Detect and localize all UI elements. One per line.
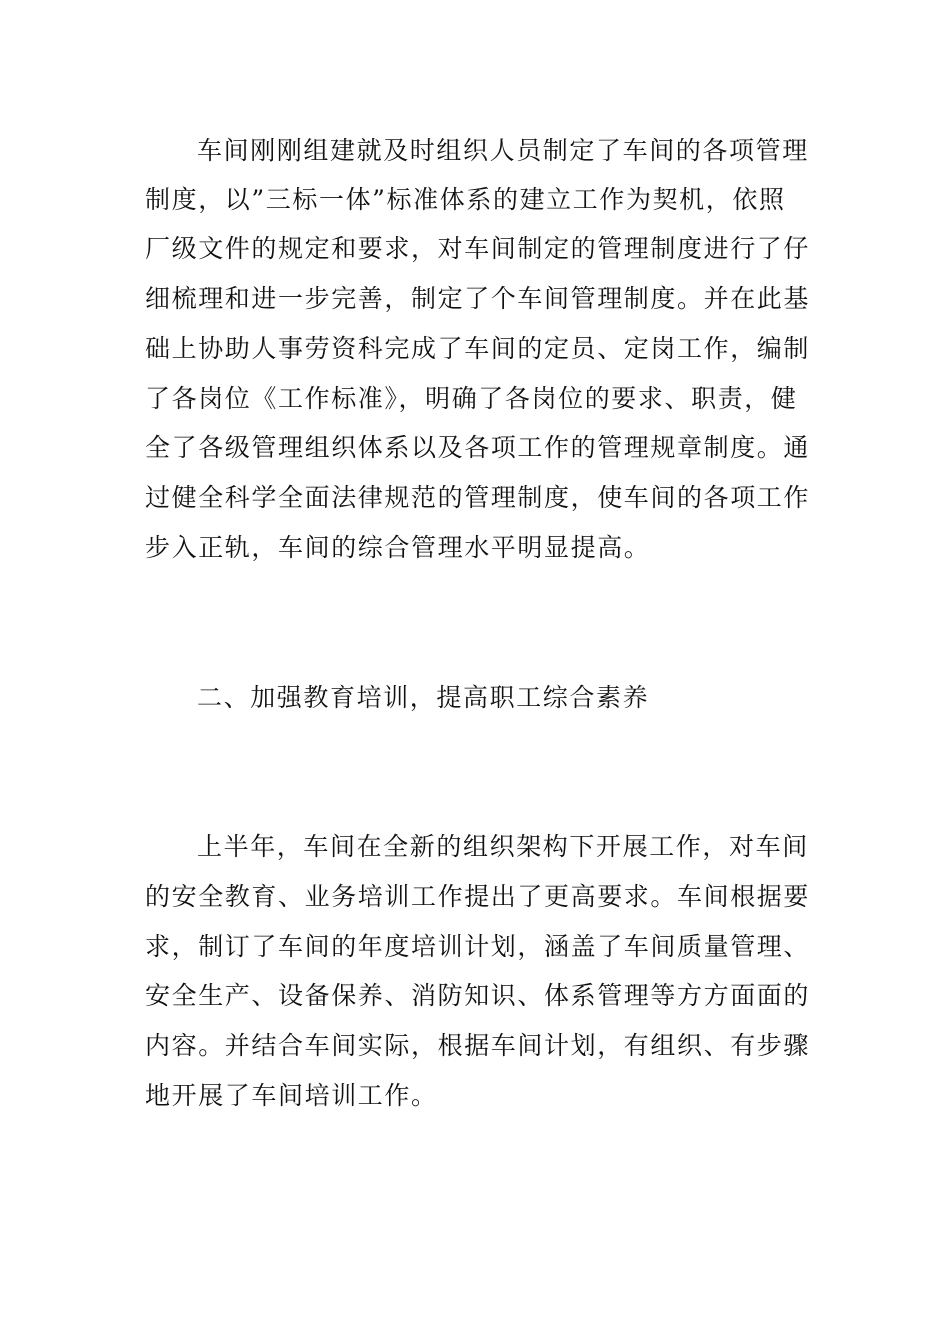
paragraph2-line-6: 地开展了车间培训工作。 <box>145 1081 438 1110</box>
paragraph1-line-7: 全了各级管理组织体系以及各项工作的管理规章制度。通 <box>145 433 811 462</box>
paragraph1-line-2: 制度，以”三标一体”标准体系的建立工作为契机，依照 <box>145 185 786 214</box>
paragraph2-line-3: 求，制订了车间的年度培训计划，涵盖了车间质量管理、 <box>145 932 811 961</box>
paragraph1-line-9: 步入正轨，车间的综合管理水平明显提高。 <box>145 533 651 562</box>
paragraph1-line-5: 础上协助人事劳资科完成了车间的定员、定岗工作，编制 <box>145 334 811 363</box>
paragraph2-line-2: 的安全教育、业务培训工作提出了更高要求。车间根据要 <box>145 882 811 911</box>
paragraph1-line-1: 车间刚刚组建就及时组织人员制定了车间的各项管理 <box>197 136 809 165</box>
paragraph2-line-5: 内容。并结合车间实际，根据车间计划，有组织、有步骤 <box>145 1031 811 1060</box>
section-heading: 二、加强教育培训，提高职工综合素养 <box>197 683 650 712</box>
paragraph2-line-1: 上半年，车间在全新的组织架构下开展工作，对车间 <box>197 832 809 861</box>
paragraph1-line-6: 了各岗位《工作标准》，明确了各岗位的要求、职责，健 <box>145 384 798 413</box>
paragraph1-line-8: 过健全科学全面法律规范的管理制度，使车间的各项工作 <box>145 483 811 512</box>
paragraph2-line-4: 安全生产、设备保养、消防知识、体系管理等方方面面的 <box>145 981 811 1010</box>
paragraph1-line-4: 细梳理和进一步完善，制定了个车间管理制度。并在此基 <box>145 284 811 313</box>
paragraph1-line-3: 厂级文件的规定和要求，对车间制定的管理制度进行了仔 <box>145 234 811 263</box>
